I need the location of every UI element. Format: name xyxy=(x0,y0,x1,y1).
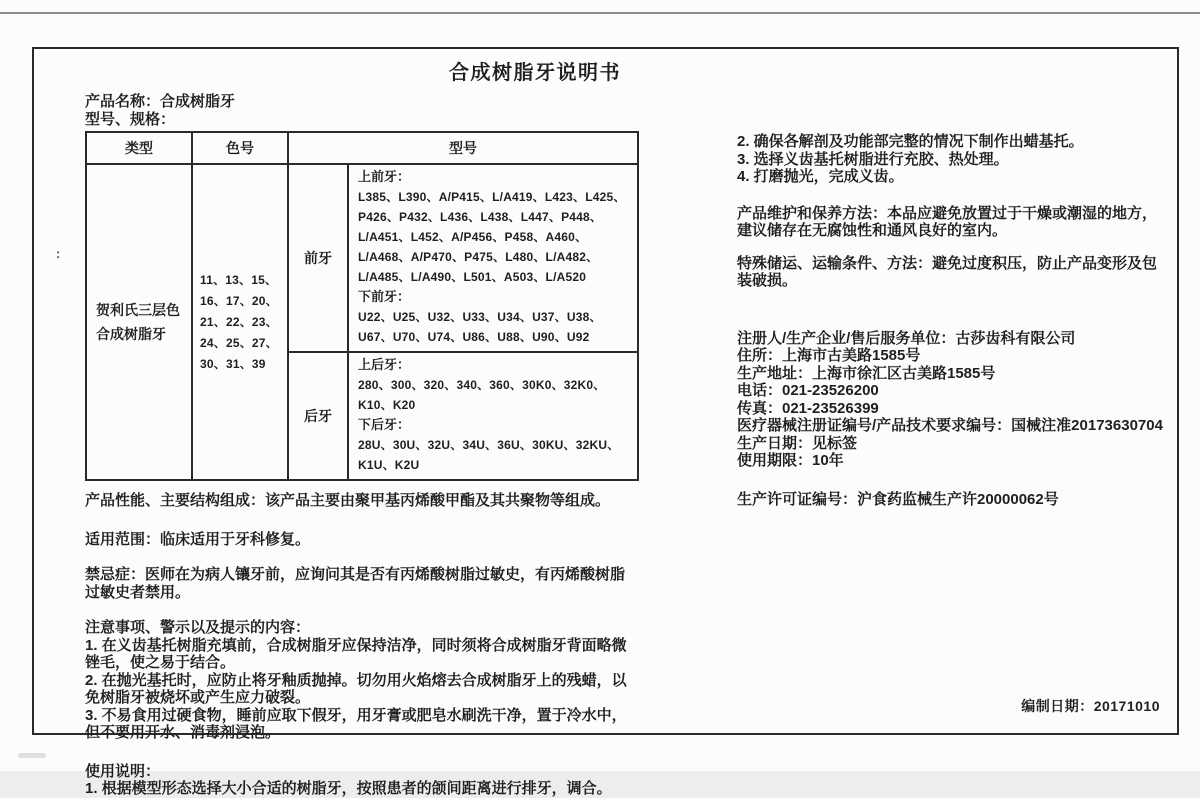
info-phone: 电话：021-23526200 xyxy=(737,382,879,399)
scan-artifact-colon: : xyxy=(56,246,61,261)
cell-color-numbers: 11、13、15、16、17、20、21、22、23、24、25、27、30、31、39 xyxy=(192,164,288,480)
left-column xyxy=(85,93,638,798)
rear-lower-label: 下后牙： xyxy=(358,417,411,432)
license-number: 生产许可证编号：沪食药监械生产许20000062号 xyxy=(737,490,1059,508)
usage-step-2: 2. 确保各解剖及功能部完整的情况下制作出蜡基托。 xyxy=(737,133,1084,150)
front-lower-label: 下前牙： xyxy=(358,289,411,304)
table-row-front xyxy=(86,164,638,352)
usage-step-4: 4. 打磨抛光，完成义齿。 xyxy=(737,168,904,185)
front-lower-codes: U22、U25、U32、U33、U34、U37、U38、U67、U70、U74、U86、U88、U90、U92 xyxy=(358,310,602,344)
usage-title: 使用说明： xyxy=(85,762,161,780)
section-performance: 产品性能、主要结构组成：该产品主要由聚甲基丙烯酸甲酯及其共聚物等组成。 xyxy=(85,492,611,509)
notice-item-2: 2. 在抛光基托时，应防止将牙釉质抛掉。切勿用火焰熔去合成树脂牙上的残蜡，以免树脂牙被烧坏或产生应力破裂。 xyxy=(85,671,627,706)
col-header-type: 类型 xyxy=(86,132,192,164)
notice-item-3: 3. 不易食用过硬食物，睡前应取下假牙，用牙膏或肥皂水刷洗干净，置于冷水中，但不要用开水、消毒剂浸泡。 xyxy=(85,706,627,741)
section-scope: 适用范围：临床适用于牙科修复。 xyxy=(85,530,311,548)
doc-title: 合成树脂牙说明书 xyxy=(449,62,621,84)
cell-rear-codes xyxy=(348,352,638,480)
info-production-date: 生产日期：见标签 xyxy=(737,434,858,452)
prepared-date: 编制日期：20171010 xyxy=(1021,698,1160,714)
rear-lower-codes: 28U、30U、32U、34U、36U、30KU、32KU、K1U、K2U xyxy=(358,438,620,472)
rear-upper-codes: 280、300、320、340、360、30K0、32K0、K10、K20 xyxy=(358,378,606,412)
table-header-row xyxy=(86,132,638,164)
notice-item-1: 1. 在义齿基托树脂充填前，合成树脂牙应保持洁净，同时须将合成树脂牙背面略微锉毛，使之易于结合。 xyxy=(85,636,627,671)
cell-group-rear: 后牙 xyxy=(288,352,348,480)
section-storage: 特殊储运、运输条件、方法：避免过度积压，防止产品变形及包装破损。 xyxy=(737,254,1158,289)
spec-table xyxy=(85,131,639,481)
info-production-address: 生产地址：上海市徐汇区古美路1585号 xyxy=(737,364,996,382)
info-address: 住所：上海市古美路1585号 xyxy=(737,347,921,364)
spec-label: 型号、规格： xyxy=(85,110,176,128)
rear-upper-label: 上后牙： xyxy=(358,357,411,372)
col-header-color: 色号 xyxy=(192,132,288,164)
cell-group-front: 前牙 xyxy=(288,164,348,352)
info-registration-number: 医疗器械注册证编号/产品技术要求编号：国械注准20173630704 xyxy=(737,417,1163,434)
usage-step-3: 3. 选择义齿基托树脂进行充胶、热处理。 xyxy=(737,150,1009,168)
registration-block xyxy=(737,330,1165,470)
cell-type-name: 贺利氏三层色合成树脂牙 xyxy=(86,164,192,480)
info-shelf-life: 使用期限：10年 xyxy=(737,452,844,469)
scan-edge-line xyxy=(0,12,1200,14)
usage-item-1: 1. 根据模型形态选择大小合适的树脂牙，按照患者的颌间距离进行排牙，调合。 xyxy=(85,780,612,797)
front-upper-codes: L385、L390、A/P415、L/A419、L423、L425、P426、P432、L436、L438、L447、P448、L/A451、L452、A/P456、P458、A460、L/A468、A/P470、P475、L480、L/A482、L/A485、L/A490、L501、A503、L/A520 xyxy=(358,190,626,284)
cell-front-codes xyxy=(348,164,638,352)
scan-smudge xyxy=(18,753,46,758)
notice-title: 注意事项、警示以及提示的内容： xyxy=(85,619,311,636)
col-header-model: 型号 xyxy=(288,132,638,164)
info-registrant: 注册人/生产企业/售后服务单位：古莎齿科有限公司 xyxy=(737,329,1076,347)
front-upper-label: 上前牙： xyxy=(358,169,411,184)
right-column xyxy=(737,133,1165,508)
info-fax: 传真：021-23526399 xyxy=(737,399,879,417)
section-maintenance: 产品维护和保养方法：本品应避免放置过于干燥或潮湿的地方，建议储存在无腐蚀性和通风良好的室内。 xyxy=(737,204,1158,239)
section-contraindication: 禁忌症：医师在为病人镶牙前，应询问其是否有丙烯酸树脂过敏史，有丙烯酸树脂过敏史者禁用。 xyxy=(85,566,626,601)
product-name: 产品名称：合成树脂牙 xyxy=(85,93,236,110)
